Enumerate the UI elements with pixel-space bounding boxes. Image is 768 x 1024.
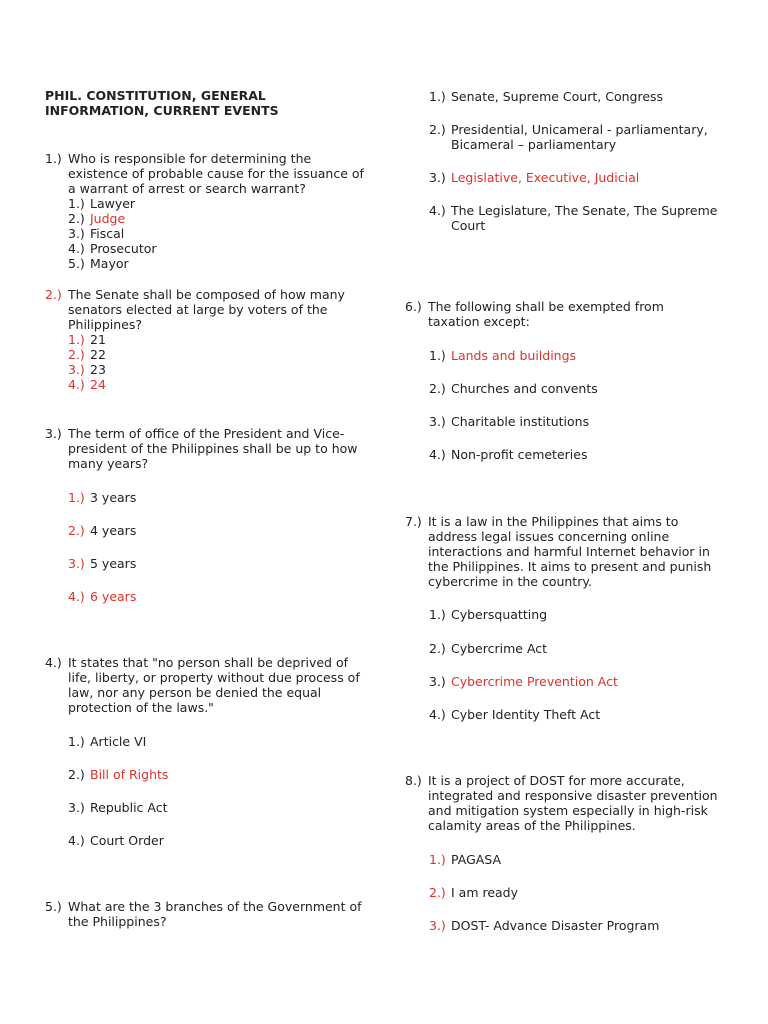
option: 3.) 23 <box>68 362 106 377</box>
option-correct: 4.) 24 <box>68 377 106 392</box>
option-correct: 1.) Lands and buildings <box>429 348 577 363</box>
option-correct: 3.) Legislative, Executive, Judicial <box>429 170 640 185</box>
option: 2.) Cybercrime Act <box>429 641 548 656</box>
question-number: 6.) <box>405 299 422 314</box>
option: 2.) Churches and convents <box>429 381 598 396</box>
option: 1.) 21 <box>68 332 106 347</box>
option-correct: 4.) 6 years <box>68 589 137 604</box>
question-number: 5.) <box>45 899 62 914</box>
option: 1.) Cybersquatting <box>429 607 548 622</box>
question-number: 2.) <box>45 287 62 302</box>
question-number: 8.) <box>405 773 422 788</box>
option: 5.) Mayor <box>68 256 129 271</box>
question-text: It is a law in the Philippines that aims to address legal issues concerning online interactions and harmful Internet behavior in the Philippines. It aims to present and punish cybercrime in the country. <box>428 514 712 589</box>
option: 3.) Fiscal <box>68 226 125 241</box>
question-1 <box>45 151 365 271</box>
question-6 <box>405 299 705 329</box>
option: 3.) Charitable institutions <box>429 414 590 429</box>
question-text: The following shall be exempted from taxation except: <box>428 299 664 329</box>
page-title <box>45 88 279 118</box>
option-correct: 3.) Cybercrime Prevention Act <box>429 674 618 689</box>
question-text: The term of office of the President and Vice-president of the Philippines shall be up to how many years? <box>68 426 358 471</box>
option: 4.) Court Order <box>68 833 164 848</box>
question-number: 7.) <box>405 514 422 529</box>
option: 3.) 5 years <box>68 556 137 571</box>
question-text: The Senate shall be composed of how many senators elected at large by voters of the Philippines? <box>68 287 345 332</box>
option: 2.) 22 <box>68 347 106 362</box>
question-text: It is a project of DOST for more accurate, integrated and responsive disaster prevention and mitigation system especially in high-risk calamity areas of the Philippines. <box>428 773 718 833</box>
option: 3.) Republic Act <box>68 800 168 815</box>
question-number: 1.) <box>45 151 62 166</box>
question-number: 4.) <box>45 655 62 670</box>
option: 1.) PAGASA <box>429 852 502 867</box>
question-text: It states that "no person shall be deprived of life, liberty, or property without due process of law, nor any person be denied the equal protection of the laws." <box>68 655 360 715</box>
question-5 <box>45 899 365 929</box>
question-3 <box>45 426 365 471</box>
question-2 <box>45 287 360 392</box>
option: 4.) The Legislature, The Senate, The Supreme Court <box>429 203 718 233</box>
question-text: What are the 3 branches of the Government of the Philippines? <box>68 899 362 929</box>
option: 4.) Non-profit cemeteries <box>429 447 588 462</box>
option: 2.) 4 years <box>68 523 137 538</box>
question-8 <box>405 773 723 833</box>
option: 3.) DOST- Advance Disaster Program <box>429 918 660 933</box>
option: 4.) Cyber Identity Theft Act <box>429 707 601 722</box>
option: 1.) Article VI <box>68 734 147 749</box>
option: 1.) 3 years <box>68 490 137 505</box>
question-text: Who is responsible for determining the existence of probable cause for the issuance of a warrant of arrest or search warrant? <box>68 151 364 196</box>
option: 1.) Senate, Supreme Court, Congress <box>429 89 664 104</box>
question-number: 3.) <box>45 426 62 441</box>
option: 2.) Presidential, Unicameral - parliamentary, Bicameral – parliamentary <box>429 122 708 152</box>
option: 1.) Lawyer <box>68 196 136 211</box>
question-7 <box>405 514 723 589</box>
title-line-2: INFORMATION, CURRENT EVENTS <box>45 103 279 118</box>
option-correct: 2.) Bill of Rights <box>68 767 169 782</box>
title-line-1: PHIL. CONSTITUTION, GENERAL <box>45 88 266 103</box>
question-4 <box>45 655 365 715</box>
option: 4.) Prosecutor <box>68 241 157 256</box>
option-correct: 2.) Judge <box>68 211 126 226</box>
option: 2.) I am ready <box>429 885 519 900</box>
